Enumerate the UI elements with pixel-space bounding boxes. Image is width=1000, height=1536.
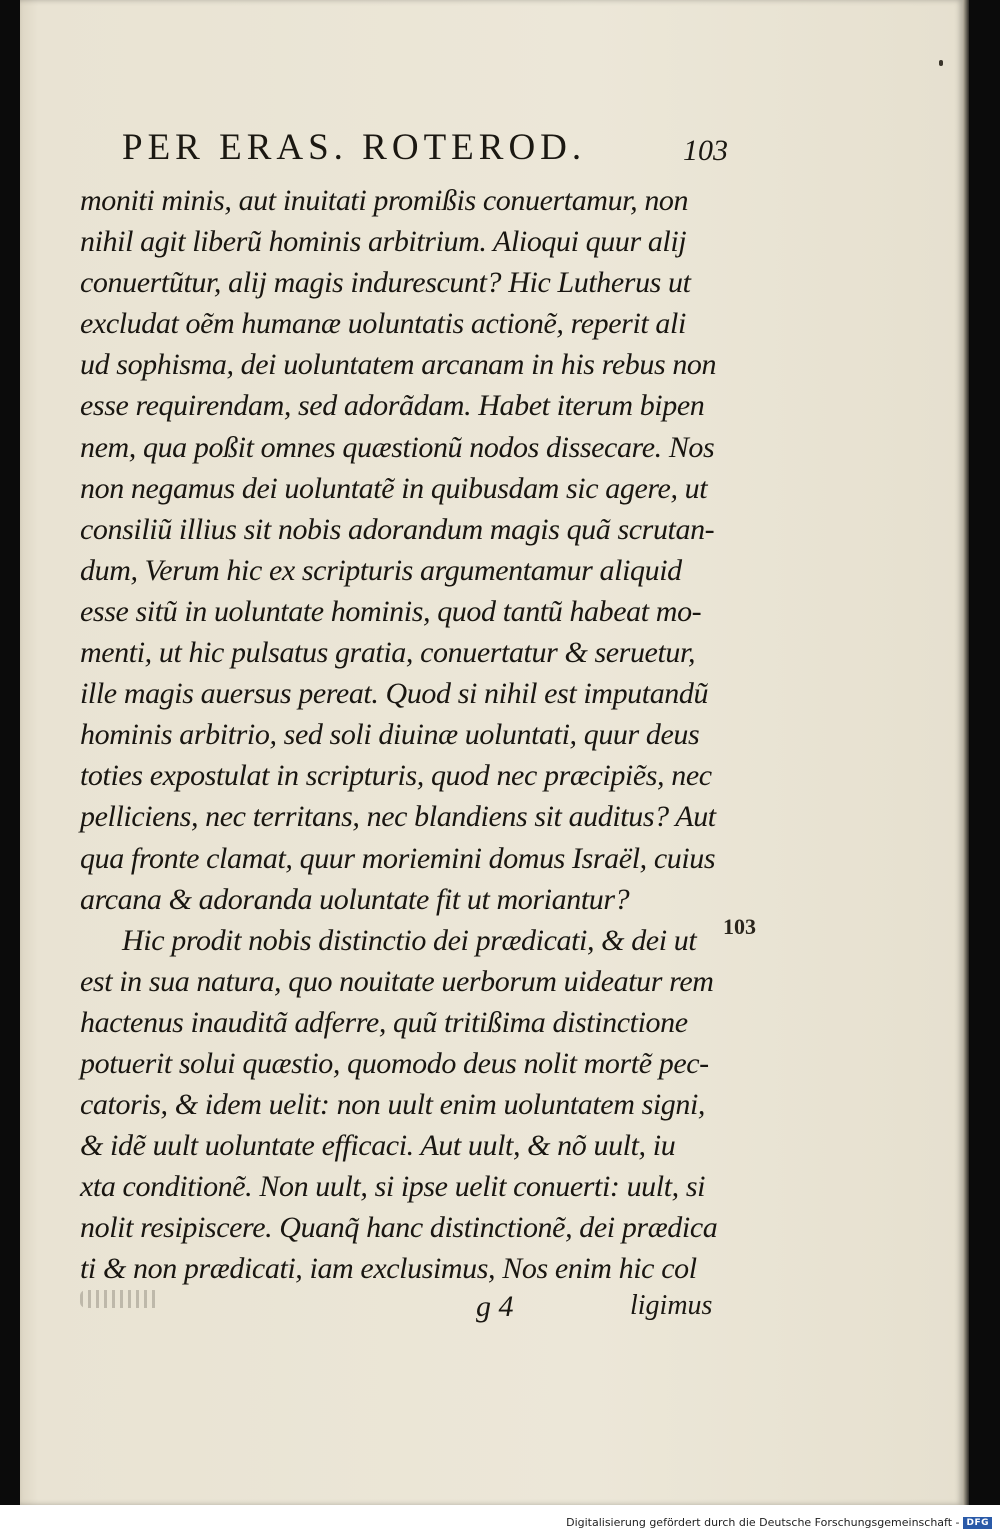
text-line: dum, Verum hic ex scripturis argumentamur aliquid xyxy=(80,553,682,587)
text-line: excludat oẽm humanæ uoluntatis actionẽ, reperit ali xyxy=(80,307,686,341)
text-line: nem, qua poßit omnes quæstionũ nodos dissecare. Nos xyxy=(80,430,715,464)
body-text xyxy=(80,180,720,1290)
text-line: qua fronte clamat, quur moriemini domus Israël, cuius xyxy=(80,841,716,875)
running-head: PER ERAS. ROTEROD. xyxy=(122,127,587,168)
text-line: hominis arbitrio, sed soli diuinæ uoluntati, quur deus xyxy=(80,718,700,752)
text-line: ti & non prædicati, iam exclusimus, Nos enim hic col xyxy=(80,1252,697,1286)
page-edge xyxy=(963,0,969,1505)
text-line: moniti minis, aut inuitati promißis conuertamur, non xyxy=(80,184,689,217)
text-line: nolit resipiscere. Quanq̃ hanc distinctionẽ, dei prædica xyxy=(80,1211,718,1245)
text-line: & idẽ uult uoluntate efficaci. Aut uult, & nõ uult, iu xyxy=(80,1129,676,1163)
catchword: ligimus xyxy=(630,1290,713,1321)
text-line: esse sitũ in uoluntate hominis, quod tantũ habeat mo- xyxy=(80,594,702,628)
page-number: 103 xyxy=(683,134,728,167)
text-line: hactenus inauditã adferre, quũ tritißima distinctione xyxy=(80,1005,688,1039)
text-line: xta conditionẽ. Non uult, si ipse uelit conuerti: uult, si xyxy=(80,1170,706,1204)
digitization-credit xyxy=(566,1516,992,1529)
text-line: ille magis auersus pereat. Quod si nihil est imputandũ xyxy=(80,677,709,711)
text-line: esse requirendam, sed adorãdam. Habet iterum bipen xyxy=(80,389,705,423)
text-line: potuerit solui quæstio, quomodo deus nolit mortẽ pec- xyxy=(80,1046,709,1080)
text-line: toties expostulat in scripturis, quod nec præcipiẽs, nec xyxy=(80,759,712,793)
text-line: ud sophisma, dei uoluntatem arcanam in his rebus non xyxy=(80,348,717,382)
text-line: pelliciens, nec territans, nec blandiens sit auditus? Aut xyxy=(80,800,716,834)
signature-mark: g 4 xyxy=(476,1290,514,1323)
text-line: nihil agit liberũ hominis arbitrium. Alioqui quur alij xyxy=(80,225,687,259)
ink-smudge xyxy=(80,1290,160,1308)
dfg-logo: DFG xyxy=(963,1517,992,1529)
margin-note: 103 xyxy=(723,914,756,939)
text-line: non negamus dei uoluntatẽ in quibusdam sic agere, ut xyxy=(80,471,708,505)
text-line: catoris, & idem uelit: non uult enim uoluntatem signi, xyxy=(80,1088,706,1122)
text-line: menti, ut hic pulsatus gratia, conuertatur & seruetur, xyxy=(80,636,696,670)
text-line: est in sua natura, quo nouitate uerborum uideatur rem xyxy=(80,964,714,998)
text-line: consiliũ illius sit nobis adorandum magis quã scrutan- xyxy=(80,512,715,546)
text-line: arcana & adoranda uoluntate fit ut moriantur? xyxy=(80,882,630,916)
text-line: conuertũtur, alij magis indurescunt? Hic Lutherus ut xyxy=(80,266,691,300)
paragraph-start-line: Hic prodit nobis distinctio dei prædicati, & dei ut xyxy=(122,923,697,957)
ink-speck xyxy=(939,60,943,66)
credit-text: Digitalisierung gefördert durch die Deutsche Forschungsgemeinschaft - xyxy=(566,1516,960,1529)
